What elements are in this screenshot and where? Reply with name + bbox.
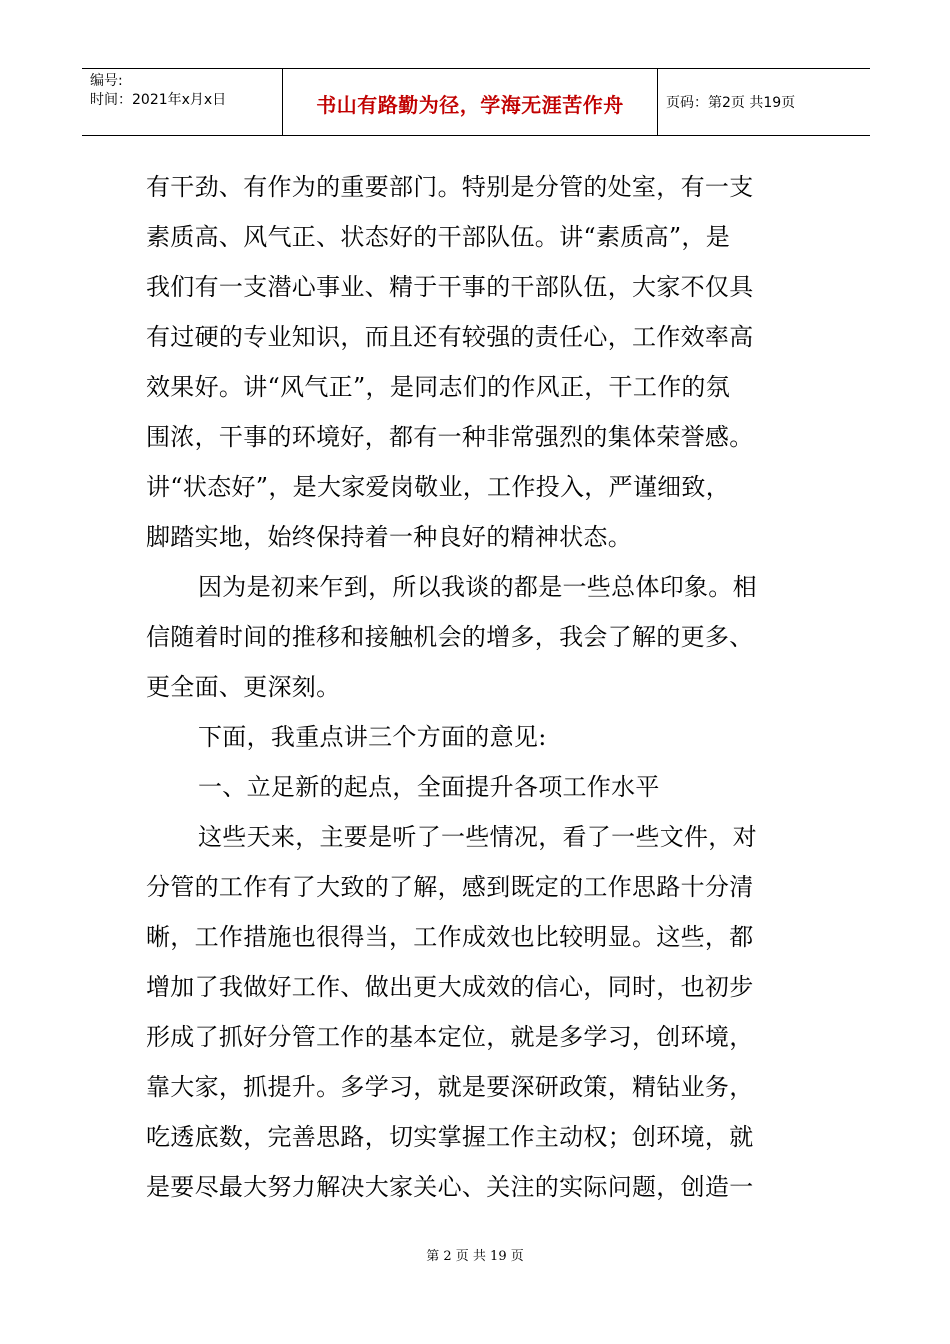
body-line: 晰，工作措施也很得当，工作成效也比较明显。这些，都 [146, 923, 754, 951]
body-line: 这些天来，主要是听了一些情况，看了一些文件，对 [198, 823, 757, 851]
body-line: 下面，我重点讲三个方面的意见: [198, 723, 547, 751]
body-line: 脚踏实地，始终保持着一种良好的精神状态。 [146, 523, 632, 551]
page-header [82, 68, 870, 136]
page-footer: 第 2 页 共 19 页 [426, 1249, 524, 1264]
body-line: 我们有一支潜心事业、精于干事的干部队伍，大家不仅具 [146, 273, 754, 301]
body-line: 讲“状态好”，是大家爱岗敬业，工作投入，严谨细致， [146, 473, 731, 501]
header-motto: 书山有路勤为径，学海无涯苦作舟 [316, 92, 624, 117]
body-line: 围浓，干事的环境好，都有一种非常强烈的集体荣誉感。 [146, 423, 754, 451]
body-line: 是要尽最大努力解决大家关心、关注的实际问题，创造一 [146, 1173, 754, 1201]
body-line: 信随着时间的推移和接触机会的增多，我会了解的更多、 [146, 623, 754, 651]
body-line: 靠大家，抓提升。多学习，就是要深研政策，精钻业务， [146, 1073, 754, 1101]
body-line: 形成了抓好分管工作的基本定位，就是多学习，创环境， [146, 1023, 754, 1051]
section-heading: 一、立足新的起点，全面提升各项工作水平 [198, 773, 660, 801]
document-body [146, 162, 806, 1212]
body-line: 吃透底数，完善思路，切实掌握工作主动权；创环境，就 [146, 1123, 754, 1151]
document-number-label: 编号: [90, 73, 123, 89]
body-line: 有过硬的专业知识，而且还有较强的责任心，工作效率高 [146, 323, 754, 351]
body-line: 有干劲、有作为的重要部门。特别是分管的处室，有一支 [146, 173, 754, 201]
body-line: 增加了我做好工作、做出更大成效的信心，同时，也初步 [146, 973, 754, 1001]
document-time-label: 时间：2021年x月x日 [90, 92, 227, 108]
header-page-info: 页码：第2页 共19页 [666, 95, 796, 111]
body-line: 效果好。讲“风气正”，是同志们的作风正，干工作的氛 [146, 373, 731, 401]
body-line: 素质高、风气正、状态好的干部队伍。讲“素质高”，是 [146, 223, 731, 251]
header-motto-cell [283, 69, 658, 135]
body-line: 分管的工作有了大致的了解，感到既定的工作思路十分清 [146, 873, 754, 901]
body-line: 因为是初来乍到，所以我谈的都是一些总体印象。相 [198, 573, 757, 601]
body-line: 更全面、更深刻。 [146, 673, 341, 701]
header-meta [82, 69, 283, 135]
header-page-info-cell [658, 69, 870, 135]
